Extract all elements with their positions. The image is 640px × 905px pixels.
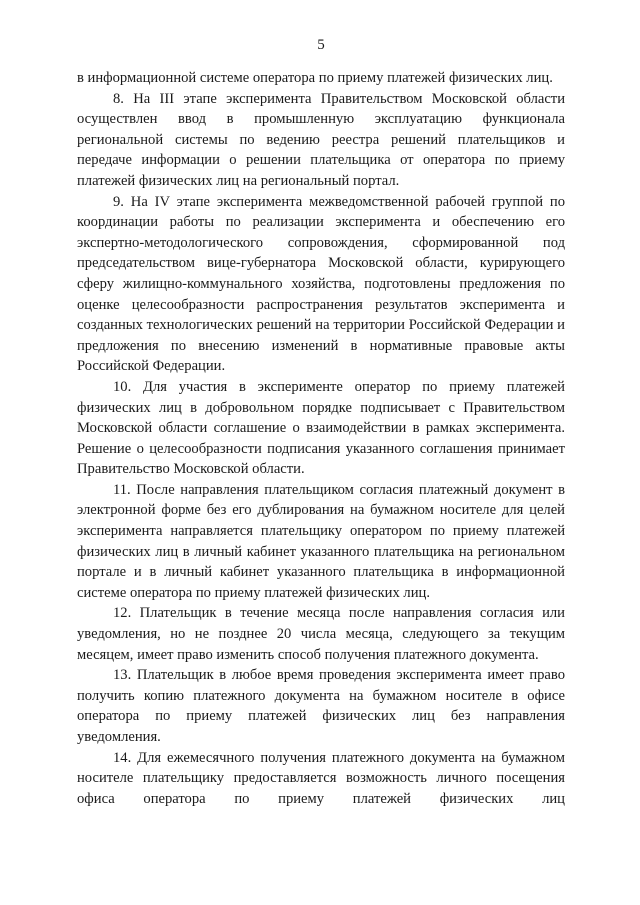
- document-page: [77, 36, 565, 809]
- paragraph-9: 9. На IV этапе эксперимента межведомственной рабочей группой по координации работы по реализации эксперимента и обеспечению его экспертно-методологического сопровождения, сформированной под председательством вице-губернатора Московской области, курирующего сферу жилищно-коммунального хозяйства, подготовлены предложения по оценке целесообразности распространения результатов эксперимента и созданных технологических решений на территории Российской Федерации и предложения по внесению изменений в нормативные правовые акты Российской Федерации.: [77, 193, 565, 375]
- paragraph-11: 11. После направления плательщиком согласия платежный документ в электронной форме без его дублирования на бумажном носителе для целей эксперимента направляется плательщику оператором по приему платежей физических лиц в личный кабинет указанного плательщика на региональном портале и в личный кабинет указанного плательщика в информационной системе оператора по приему платежей физических лиц.: [77, 481, 565, 601]
- page-number: 5: [317, 37, 325, 53]
- paragraph-12: 12. Плательщик в течение месяца после направления согласия или уведомления, но не позднее 20 числа месяца, следующего за текущим месяцем, имеет право изменить способ получения платежного документа.: [77, 605, 565, 663]
- paragraph-14: 14. Для ежемесячного получения платежного документа на бумажном носителе плательщику предоставляется возможность личного посещения офиса оператора по приему платежей физических лиц: [77, 749, 565, 807]
- paragraph-continuation: в информационной системе оператора по приему платежей физических лиц.: [77, 70, 553, 86]
- paragraph-10: 10. Для участия в эксперименте оператор по приему платежей физических лиц в добровольном порядке подписывает с Правительством Московской области соглашение о взаимодействии в рамках эксперимента. Решение о целесообразности подписания указанного соглашения принимает Правительство Московской области.: [77, 378, 565, 478]
- paragraph-13: 13. Плательщик в любое время проведения эксперимента имеет право получить копию платежного документа на бумажном носителе в офисе оператора по приему платежей физических лиц без направления уведомления.: [77, 667, 565, 745]
- paragraph-8: 8. На III этапе эксперимента Правительством Московской области осуществлен ввод в промышленную эксплуатацию функционала региональной системы по ведению реестра решений плательщиков и передаче информации о решении плательщика от оператора по приему платежей физических лиц на региональный портал.: [77, 90, 565, 189]
